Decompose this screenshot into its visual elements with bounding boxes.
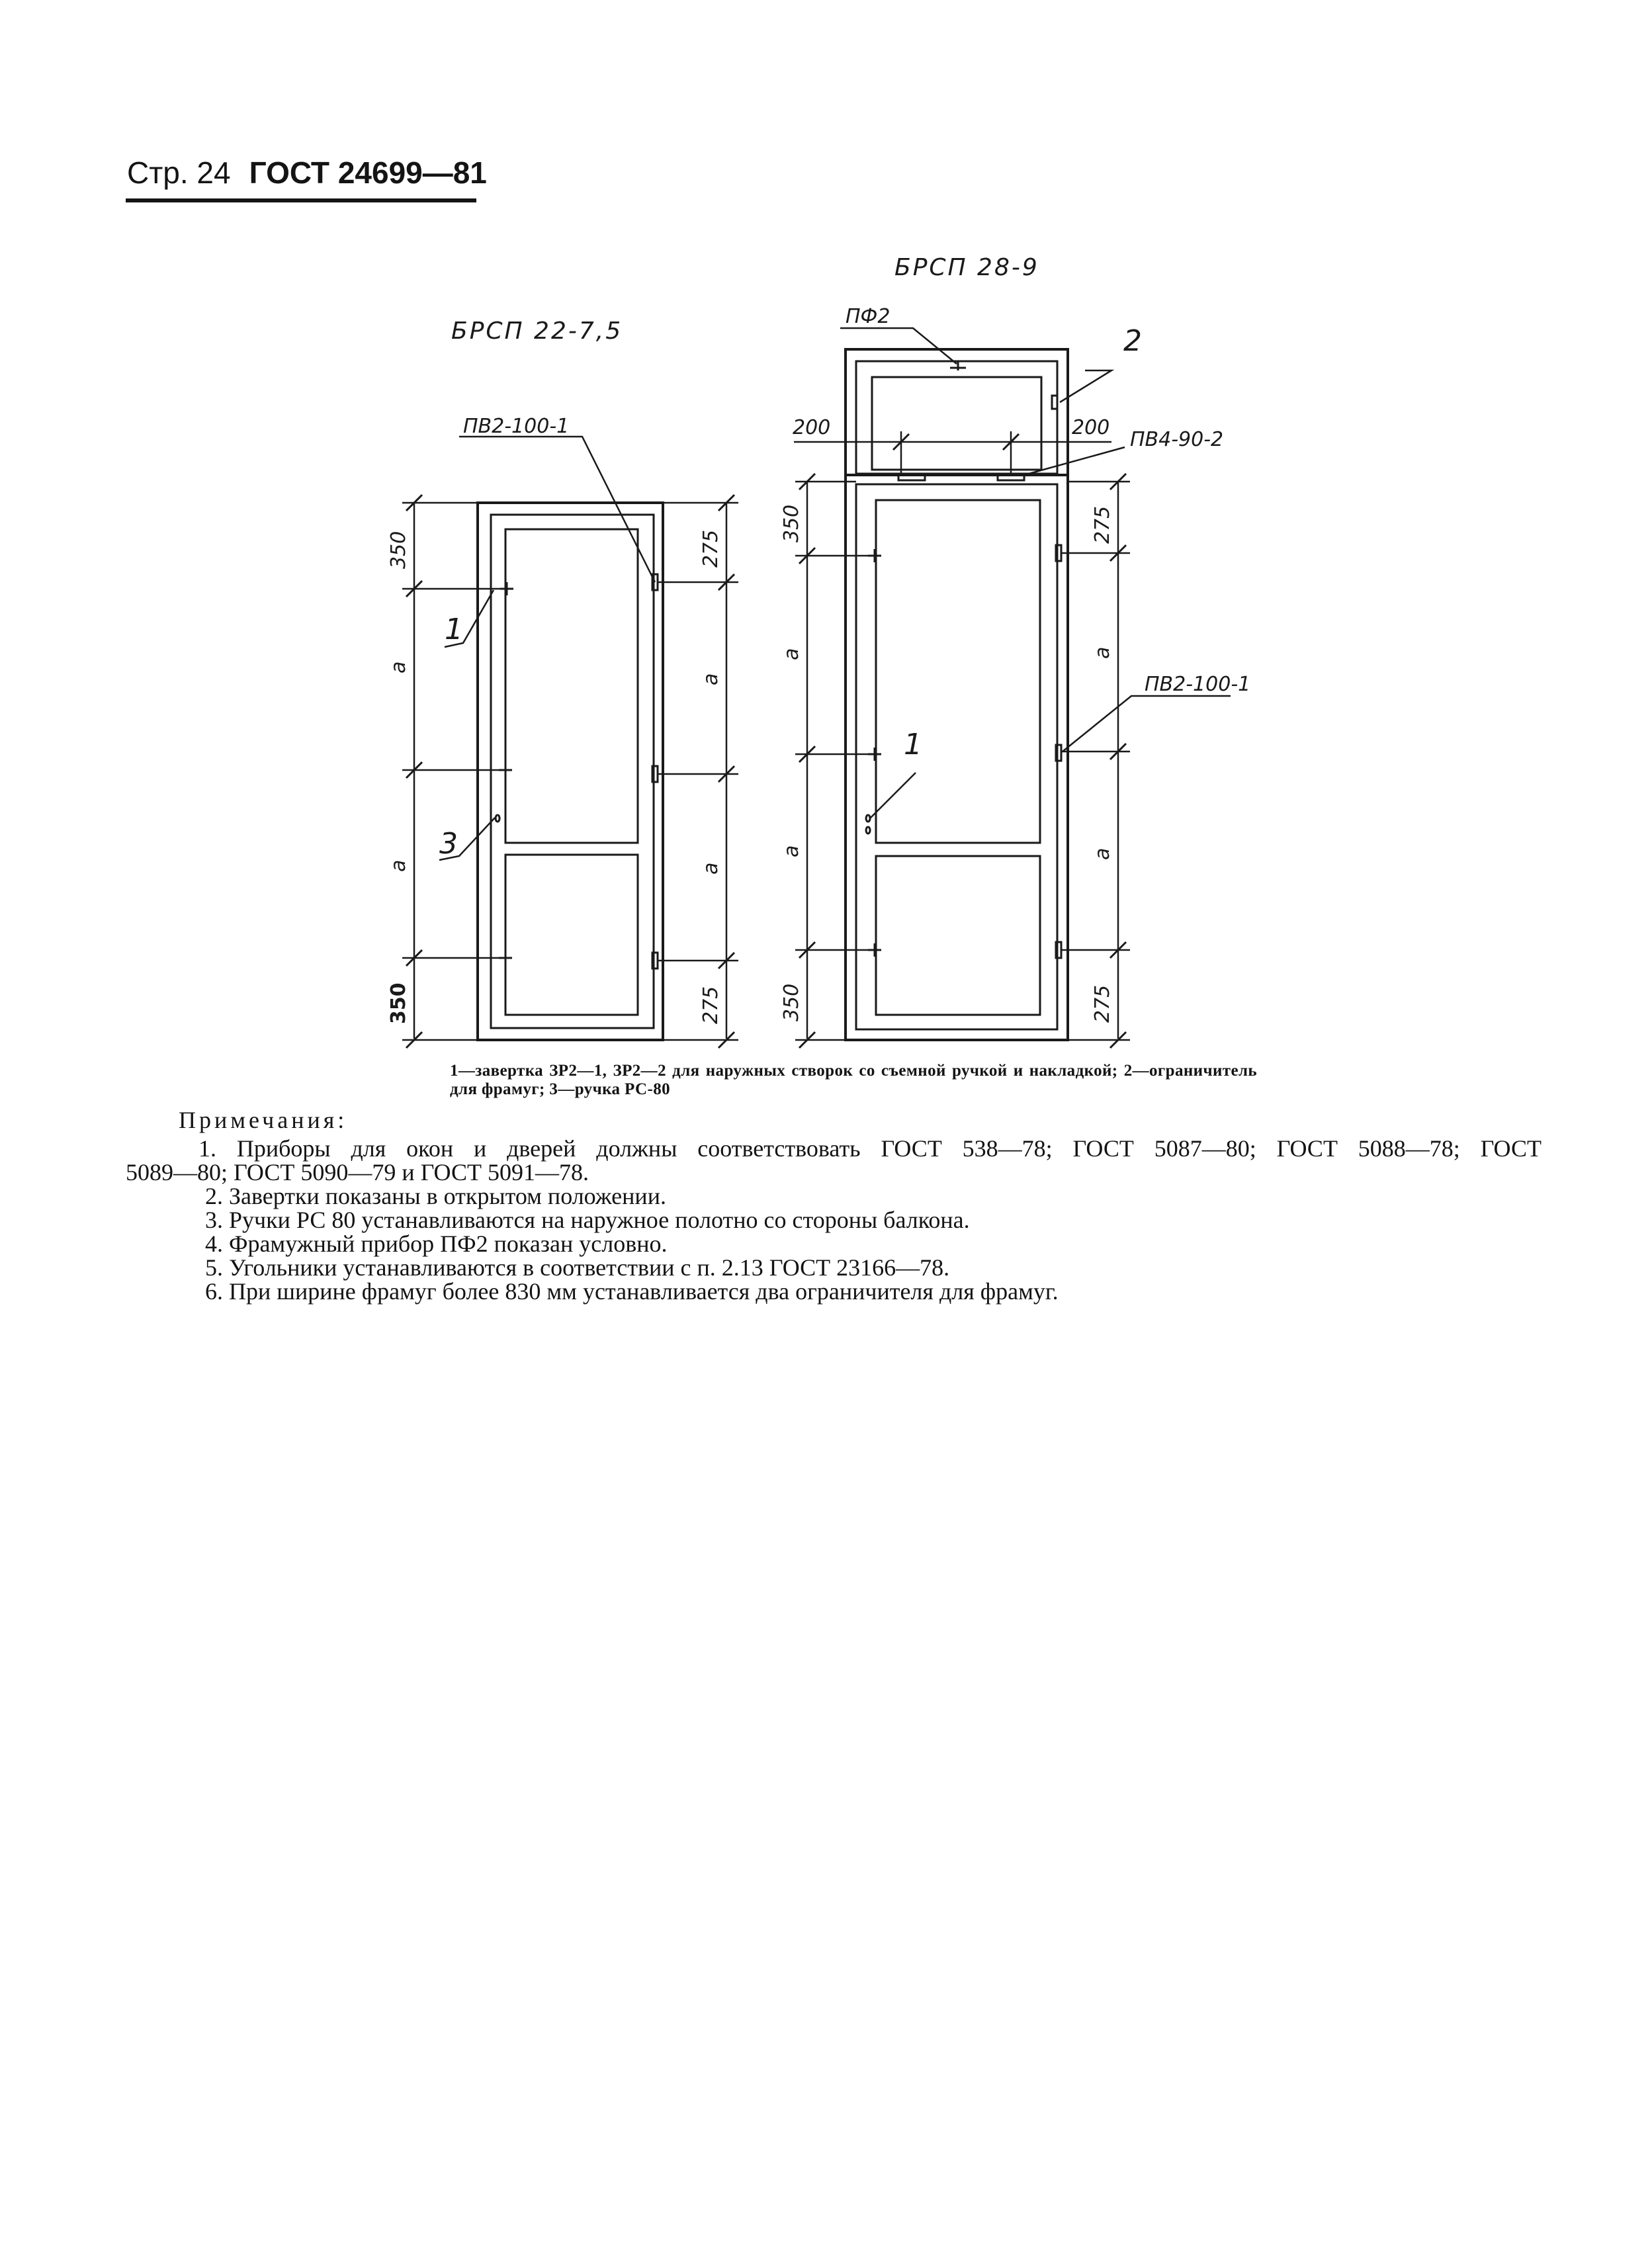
dim-left-350-top: 350 xyxy=(387,531,410,569)
dim-left-a-bottom: a xyxy=(387,859,410,872)
note-5: 5. Угольники устанавливаются в соответствии с п. 2.13 ГОСТ 23166—78. xyxy=(205,1254,950,1281)
dim-right-275-top: 275 xyxy=(1091,505,1114,544)
dim-left-275-bottom: 275 xyxy=(699,986,722,1024)
notes-title: Примечания: xyxy=(179,1107,348,1133)
label-pv2-right: ПВ2-100-1 xyxy=(1145,673,1251,696)
note-1: 1. Приборы для окон и дверей должны соответствовать ГОСТ 538—78; ГОСТ 5087—80; ГОСТ 5088—78; ГОСТ xyxy=(198,1135,1542,1162)
dim-left-a-right-bottom: a xyxy=(699,862,722,875)
right-door-leaf xyxy=(856,484,1057,1029)
dim-right-a-top: a xyxy=(780,648,803,660)
left-door-inner-frame xyxy=(491,515,654,1028)
right-door-outer-frame xyxy=(846,349,1068,1040)
dim-right-a-right-top: a xyxy=(1091,646,1114,659)
dim-left-275-top: 275 xyxy=(699,529,722,568)
callout-1-left: 1 xyxy=(445,613,463,646)
dim-left-a-top: a xyxy=(387,661,410,673)
dim-right-350-bottom: 350 xyxy=(780,983,803,1021)
note-3: 3. Ручки РС 80 устанавливаются на наружное полотно со стороны балкона. xyxy=(205,1207,970,1233)
callout-3: 3 xyxy=(439,827,458,861)
dim-200-left: 200 xyxy=(793,416,831,439)
page-number: Стр. 24 xyxy=(127,155,231,190)
callout-1-right: 1 xyxy=(904,728,922,761)
dim-left-350-bottom: 350 xyxy=(387,982,410,1024)
left-door-title: БРСП 22-7,5 xyxy=(451,318,623,345)
label-pv4: ПВ4-90-2 xyxy=(1130,428,1224,451)
label-pf2: ПФ2 xyxy=(846,305,891,328)
note-6: 6. При ширине фрамуг более 830 мм устанавливается два ограничителя для фрамуг. xyxy=(205,1278,1059,1305)
dim-right-a-bottom: a xyxy=(780,845,803,857)
callout-2: 2 xyxy=(1123,324,1142,358)
left-door-upper-glass xyxy=(505,529,638,843)
dim-right-350-top: 350 xyxy=(780,504,803,542)
note-4: 4. Фрамужный прибор ПФ2 показан условно. xyxy=(205,1230,668,1257)
left-door-lower-glass xyxy=(505,855,638,1015)
right-door-lower-glass xyxy=(876,856,1040,1015)
standard-number: ГОСТ 24699—81 xyxy=(249,155,487,190)
right-door-title: БРСП 28-9 xyxy=(894,254,1039,281)
note-2: 2. Завертки показаны в открытом положении. xyxy=(205,1183,666,1209)
transom-glass xyxy=(872,377,1041,470)
dim-right-275-bottom: 275 xyxy=(1091,984,1114,1023)
dim-left-a-right-top: a xyxy=(699,673,722,685)
dim-right-a-right-bottom: a xyxy=(1091,847,1114,860)
dim-200-right: 200 xyxy=(1072,416,1110,439)
label-pv2-left: ПВ2-100-1 xyxy=(463,415,570,438)
right-door-upper-glass xyxy=(876,500,1040,843)
figure-caption: 1—завертка ЗР2—1, ЗР2—2 для наружных створок со съемной ручкой и накладкой; 2—ограничитель для фрамуг; 3—ручка РС-80 xyxy=(450,1062,1257,1098)
note-1-continuation: 5089—80; ГОСТ 5090—79 и ГОСТ 5091—78. xyxy=(126,1159,589,1186)
notes-list xyxy=(126,1137,1542,1303)
